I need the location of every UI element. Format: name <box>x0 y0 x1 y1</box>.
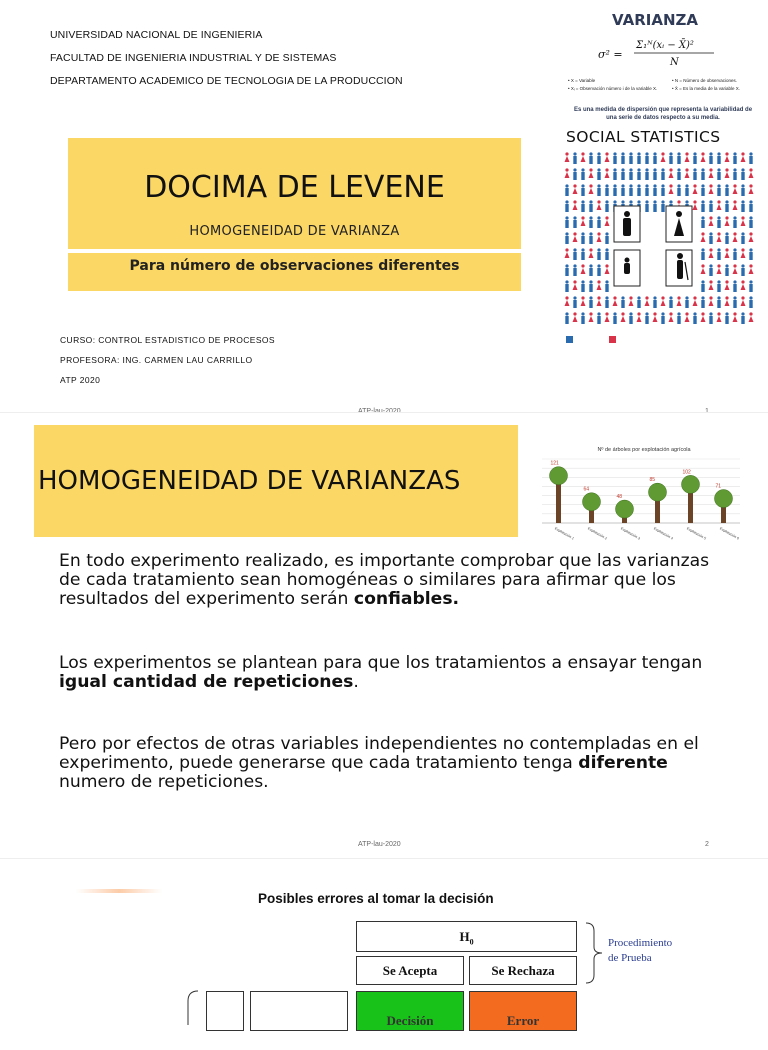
institution-line-2: FACULTAD DE INGENIERIA INDUSTRIAL Y DE SISTEMAS <box>50 52 337 64</box>
chart-title: Nº de árboles por explotación agrícola <box>597 447 691 453</box>
chart-tick-label: Explotación 4 <box>653 526 674 541</box>
female-figure-icon <box>685 168 690 178</box>
male-figure-icon <box>701 248 704 260</box>
male-figure-icon <box>605 296 608 308</box>
female-figure-icon <box>605 312 610 322</box>
slide-title: Posibles errores al tomar la decisión <box>258 891 494 906</box>
male-figure-icon <box>589 152 592 164</box>
male-figure-icon <box>653 152 656 164</box>
male-figure-icon <box>621 168 624 180</box>
decorative-glow <box>76 889 162 893</box>
female-figure-icon <box>709 168 714 178</box>
chart-tick-label: Explotación 6 <box>719 526 740 541</box>
female-figure-icon <box>597 200 602 210</box>
male-figure-icon <box>629 184 632 196</box>
female-figure-icon <box>709 184 714 194</box>
male-figure-icon <box>573 296 576 308</box>
h0-label: H <box>459 929 470 944</box>
male-figure-icon <box>749 216 752 228</box>
male-figure-icon <box>685 296 688 308</box>
page-number: 2 <box>705 841 709 848</box>
male-figure-icon <box>717 152 720 164</box>
male-figure-icon <box>709 264 712 276</box>
male-figure-icon <box>717 248 720 260</box>
h0-header <box>356 921 577 952</box>
male-figure-icon <box>589 200 592 212</box>
male-figure-icon <box>621 296 624 308</box>
male-figure-icon <box>701 184 704 196</box>
female-figure-icon <box>725 248 730 258</box>
female-figure-icon <box>709 280 714 290</box>
slide-2 <box>0 412 768 852</box>
female-figure-icon <box>565 152 570 162</box>
institution-line-3: DEPARTAMENTO ACADEMICO DE TECNOLOGIA DE LA PRODUCCION <box>50 75 403 87</box>
error-cell: Error <box>469 991 577 1031</box>
female-figure-icon <box>589 312 594 322</box>
male-figure-icon <box>725 232 728 244</box>
female-figure-icon <box>565 168 570 178</box>
male-figure-icon <box>597 216 600 228</box>
footer-label: ATP-lau-2020 <box>358 841 401 848</box>
male-figure-icon <box>597 184 600 196</box>
paragraph-2-text: Los experimentos se plantean para que los tratamientos a ensayar tengan <box>59 653 703 673</box>
h0-subscript: 0 <box>469 937 474 947</box>
female-figure-icon <box>605 264 610 274</box>
female-figure-icon <box>565 296 570 306</box>
left-brace <box>176 989 206 1025</box>
female-figure-icon <box>701 152 706 162</box>
male-figure-icon <box>717 216 720 228</box>
female-figure-icon <box>573 200 578 210</box>
paragraph-2-bold: igual cantidad de repeticiones <box>59 672 354 692</box>
female-figure-icon <box>581 296 586 306</box>
male-figure-icon <box>645 152 648 164</box>
male-figure-icon <box>701 296 704 308</box>
male-figure-icon <box>573 248 576 260</box>
chart-tick-label: Explotación 1 <box>554 526 575 541</box>
female-figure-icon <box>565 248 570 258</box>
female-figure-icon <box>709 216 714 226</box>
male-figure-icon <box>749 296 752 308</box>
male-figure-icon <box>741 312 744 324</box>
female-figure-icon <box>725 152 730 162</box>
female-figure-icon <box>581 216 586 226</box>
male-figure-icon <box>717 168 720 180</box>
male-figure-icon <box>613 152 616 164</box>
procedure-line-2: de Prueba <box>608 952 652 964</box>
chart-data-label: 102 <box>682 469 691 476</box>
female-figure-icon <box>709 296 714 306</box>
male-figure-icon <box>613 312 616 324</box>
male-figure-icon <box>581 232 584 244</box>
female-figure-icon <box>645 296 650 306</box>
male-figure-icon <box>581 248 584 260</box>
male-figure-icon <box>637 152 640 164</box>
male-figure-icon <box>573 168 576 180</box>
female-figure-icon <box>581 264 586 274</box>
year-line: ATP 2020 <box>60 375 101 385</box>
male-figure-icon <box>653 168 656 180</box>
male-figure-icon <box>717 184 720 196</box>
female-figure-icon <box>733 232 738 242</box>
chart-bar-tree <box>715 490 733 523</box>
male-figure-icon <box>693 312 696 324</box>
female-figure-icon <box>629 296 634 306</box>
slide-title: DOCIMA DE LEVENE <box>144 170 445 205</box>
female-figure-icon <box>669 168 674 178</box>
paragraph-3 <box>59 735 719 792</box>
male-figure-icon <box>621 152 624 164</box>
male-figure-icon <box>621 184 624 196</box>
procedure-label <box>608 936 672 966</box>
legend-n: • N = Número de observaciones. <box>672 78 737 83</box>
row-label-cell-2 <box>250 991 348 1031</box>
female-figure-icon <box>749 168 754 178</box>
paragraph-3-end: numero de repeticiones. <box>59 772 269 792</box>
male-figure-icon <box>701 280 704 292</box>
row-label-cell-1 <box>206 991 244 1031</box>
legend-observation: • Xᵢ = Observación número i de la variable X. <box>568 86 658 91</box>
female-figure-icon <box>709 248 714 258</box>
slide-subtitle: HOMOGENEIDAD DE VARIANZA <box>189 224 400 239</box>
female-figure-icon <box>749 312 754 322</box>
male-figure-icon <box>573 264 576 276</box>
male-figure-icon <box>669 152 672 164</box>
female-figure-icon <box>717 232 722 242</box>
svg-text:σ² =: σ² = <box>598 48 623 61</box>
male-figure-icon <box>589 296 592 308</box>
female-figure-icon <box>685 152 690 162</box>
male-figure-icon <box>717 280 720 292</box>
male-figure-icon <box>749 200 752 212</box>
chart-bar-tree <box>682 475 700 523</box>
male-figure-icon <box>581 280 584 292</box>
male-figure-icon <box>629 168 632 180</box>
female-figure-icon <box>573 280 578 290</box>
chart-data-label: 121 <box>550 460 559 467</box>
chart-bar-tree <box>583 493 601 523</box>
female-figure-icon <box>637 312 642 322</box>
right-brace <box>582 921 606 985</box>
female-figure-icon <box>717 264 722 274</box>
female-figure-icon <box>749 264 754 274</box>
female-figure-icon <box>605 152 610 162</box>
accept-header: Se Acepta <box>356 956 464 985</box>
slide-1 <box>0 0 768 410</box>
female-figure-icon <box>701 232 706 242</box>
male-figure-icon <box>741 264 744 276</box>
female-figure-icon <box>621 312 626 322</box>
female-figure-icon <box>701 312 706 322</box>
male-figure-icon <box>597 264 600 276</box>
male-figure-icon <box>709 152 712 164</box>
male-figure-icon <box>741 168 744 180</box>
male-figure-icon <box>725 200 728 212</box>
male-figure-icon <box>573 152 576 164</box>
female-figure-icon <box>573 232 578 242</box>
chart-data-label: 64 <box>583 486 590 493</box>
male-figure-icon <box>725 184 728 196</box>
chart-tick-label: Explotación 5 <box>686 526 707 541</box>
male-figure-icon <box>677 168 680 180</box>
male-figure-icon <box>741 232 744 244</box>
trees-chart <box>524 437 746 547</box>
male-figure-icon <box>653 200 656 212</box>
male-figure-icon <box>661 200 664 212</box>
male-figure-icon <box>709 312 712 324</box>
male-figure-icon <box>749 280 752 292</box>
male-figure-icon <box>605 232 608 244</box>
varianza-title: VARIANZA <box>612 11 698 29</box>
male-figure-icon <box>605 248 608 260</box>
paragraph-2-end: . <box>353 672 359 692</box>
variance-formula <box>592 34 742 74</box>
female-figure-icon <box>661 296 666 306</box>
title-box <box>68 138 521 249</box>
male-figure-icon <box>717 296 720 308</box>
male-figure-icon <box>685 184 688 196</box>
male-figure-icon <box>725 264 728 276</box>
female-figure-icon <box>597 232 602 242</box>
female-figure-icon <box>741 296 746 306</box>
male-figure-icon <box>613 184 616 196</box>
male-figure-icon <box>741 200 744 212</box>
male-figure-icon <box>645 312 648 324</box>
male-figure-icon <box>629 152 632 164</box>
course-line: CURSO: CONTROL ESTADISTICO DE PROCESOS <box>60 335 275 345</box>
paragraph-3-text: Pero por efectos de otras variables independientes no contempladas en el experimento, puede generarse que cada tratamiento tenga <box>59 734 699 773</box>
female-figure-icon <box>605 216 610 226</box>
subtitle-observations: Para número de observaciones diferentes <box>129 258 460 274</box>
female-figure-icon <box>597 280 602 290</box>
female-figure-icon <box>725 296 730 306</box>
male-figure-icon <box>597 312 600 324</box>
variance-description: Es una medida de dispersión que representa la variabilidad de una serie de datos respecto a su media. <box>573 107 753 121</box>
female-figure-icon <box>669 312 674 322</box>
female-figure-icon <box>749 184 754 194</box>
male-figure-icon <box>669 296 672 308</box>
female-figure-icon <box>589 184 594 194</box>
procedure-line-1: Procedimiento <box>608 937 673 949</box>
male-figure-icon <box>645 184 648 196</box>
paragraph-1 <box>59 552 719 609</box>
male-figure-icon <box>565 200 568 212</box>
male-figure-icon <box>565 312 568 324</box>
male-figure-icon <box>629 312 632 324</box>
male-figure-icon <box>637 184 640 196</box>
chart-data-label: 48 <box>616 494 623 501</box>
female-figure-icon <box>589 248 594 258</box>
male-figure-icon <box>693 152 696 164</box>
male-figure-icon <box>693 168 696 180</box>
female-figure-icon <box>613 296 618 306</box>
male-figure-icon <box>733 216 736 228</box>
male-figure-icon <box>677 312 680 324</box>
male-figure-icon <box>733 168 736 180</box>
male-figure-icon <box>565 264 568 276</box>
male-figure-icon <box>589 280 592 292</box>
male-figure-icon <box>597 248 600 260</box>
female-figure-icon <box>597 296 602 306</box>
female-figure-icon <box>589 168 594 178</box>
female-figure-icon <box>725 216 730 226</box>
female-figure-icon <box>653 312 658 322</box>
female-figure-icon <box>693 296 698 306</box>
paragraph-2 <box>59 654 719 692</box>
male-figure-icon <box>733 152 736 164</box>
male-figure-icon <box>589 216 592 228</box>
female-figure-icon <box>605 168 610 178</box>
chart-data-label: 71 <box>715 483 722 490</box>
male-figure-icon <box>701 200 704 212</box>
chart-bar-tree <box>649 483 667 523</box>
svg-text:N: N <box>670 57 679 68</box>
male-figure-icon <box>573 216 576 228</box>
legend-mean: • X̄ = Es la media de la variable X. <box>672 86 740 91</box>
male-figure-icon <box>597 152 600 164</box>
male-figure-icon <box>653 296 656 308</box>
male-figure-icon <box>637 168 640 180</box>
slide-3 <box>0 858 768 1028</box>
paragraph-1-bold: confiables. <box>353 589 460 609</box>
female-figure-icon <box>573 312 578 322</box>
female-figure-icon <box>749 232 754 242</box>
male-figure-icon <box>709 232 712 244</box>
female-figure-icon <box>741 280 746 290</box>
female-figure-icon <box>693 200 698 210</box>
male-figure-icon <box>749 152 752 164</box>
male-figure-icon <box>565 216 568 228</box>
decision-cell: Decisión <box>356 991 464 1031</box>
male-figure-icon <box>661 168 664 180</box>
slide-title: HOMOGENEIDAD DE VARIANZAS <box>38 466 461 496</box>
female-figure-icon <box>573 184 578 194</box>
male-figure-icon <box>565 184 568 196</box>
female-figure-icon <box>733 184 738 194</box>
male-figure-icon <box>741 184 744 196</box>
title-box <box>34 425 518 537</box>
male-figure-icon <box>605 280 608 292</box>
female-figure-icon <box>717 200 722 210</box>
male-figure-icon <box>701 216 704 228</box>
male-figure-icon <box>677 184 680 196</box>
male-figure-icon <box>581 184 584 196</box>
subtitle-box <box>68 253 521 291</box>
male-figure-icon <box>701 168 704 180</box>
female-figure-icon <box>685 312 690 322</box>
male-figure-icon <box>749 248 752 260</box>
paragraph-3-bold: diferente <box>578 753 668 773</box>
female-figure-icon <box>733 264 738 274</box>
female-figure-icon <box>725 280 730 290</box>
female-figure-icon <box>741 216 746 226</box>
reject-header: Se Rechaza <box>469 956 577 985</box>
male-figure-icon <box>645 200 648 212</box>
male-figure-icon <box>645 168 648 180</box>
social-statistics-graphic <box>562 150 758 345</box>
female-figure-icon <box>693 184 698 194</box>
male-figure-icon <box>661 184 664 196</box>
male-figure-icon <box>661 312 664 324</box>
chart-tick-label: Explotación 3 <box>620 526 641 541</box>
male-figure-icon <box>709 200 712 212</box>
male-figure-icon <box>581 168 584 180</box>
social-statistics-title: SOCIAL STATISTICS <box>566 128 721 146</box>
female-figure-icon <box>733 312 738 322</box>
chart-tick-label: Explotación 2 <box>587 526 608 541</box>
male-figure-icon <box>733 296 736 308</box>
female-figure-icon <box>581 152 586 162</box>
female-figure-icon <box>717 312 722 322</box>
male-figure-icon <box>677 152 680 164</box>
male-figure-icon <box>613 168 616 180</box>
chart-bar-tree <box>616 500 634 523</box>
professor-line: PROFESORA: ING. CARMEN LAU CARRILLO <box>60 355 253 365</box>
male-figure-icon <box>605 200 608 212</box>
female-figure-icon <box>661 152 666 162</box>
chart-bar-tree <box>550 467 568 523</box>
male-figure-icon <box>597 168 600 180</box>
female-figure-icon <box>701 264 706 274</box>
chart-data-label: 85 <box>649 477 656 484</box>
male-figure-icon <box>725 312 728 324</box>
male-figure-icon <box>581 200 584 212</box>
male-figure-icon <box>605 184 608 196</box>
female-figure-icon <box>733 200 738 210</box>
male-figure-icon <box>565 232 568 244</box>
female-figure-icon <box>677 296 682 306</box>
male-figure-icon <box>565 280 568 292</box>
female-figure-icon <box>725 168 730 178</box>
male-figure-icon <box>733 280 736 292</box>
male-figure-icon <box>733 248 736 260</box>
male-figure-icon <box>581 312 584 324</box>
male-figure-icon <box>589 264 592 276</box>
paragraph-1-text: En todo experimento realizado, es importante comprobar que las varianzas de cada tratamiento sean homogéneas o similares para afirmar que los resultados del experimento serán <box>59 551 710 609</box>
svg-text:Σ₁ᴺ(xᵢ − X̄)²: Σ₁ᴺ(xᵢ − X̄)² <box>636 40 694 51</box>
female-figure-icon <box>669 184 674 194</box>
female-figure-icon <box>741 248 746 258</box>
institution-line-1: UNIVERSIDAD NACIONAL DE INGENIERIA <box>50 29 263 41</box>
male-figure-icon <box>637 296 640 308</box>
male-figure-icon <box>589 232 592 244</box>
legend-variable: • X = Variable <box>568 78 596 83</box>
male-figure-icon <box>653 184 656 196</box>
female-figure-icon <box>741 152 746 162</box>
